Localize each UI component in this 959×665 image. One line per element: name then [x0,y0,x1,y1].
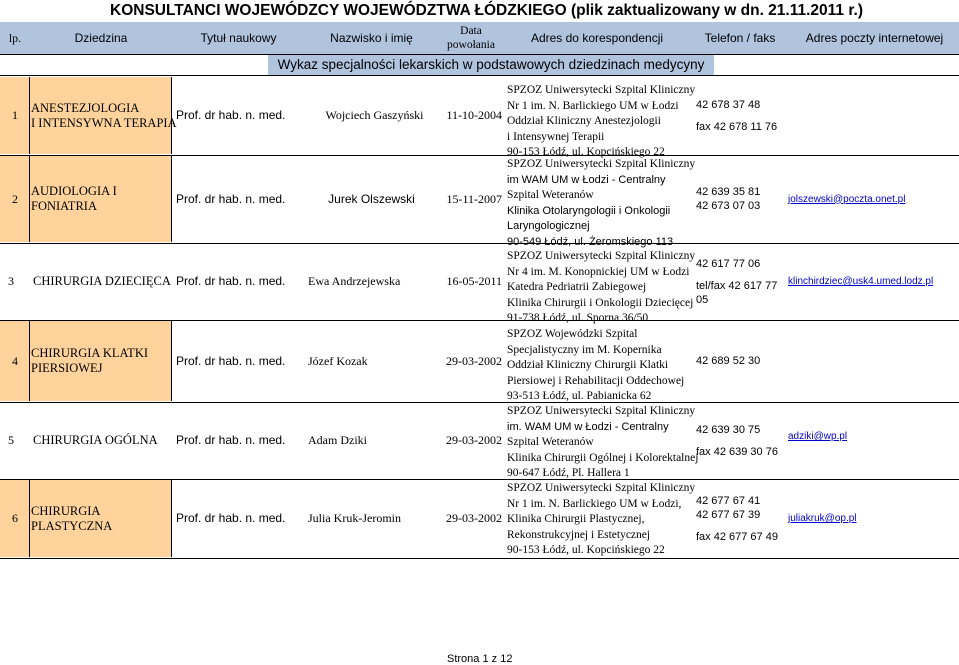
appointment-date: 29-03-2002 [446,511,502,525]
correspondence-address [507,481,696,559]
appointment-date: 11-10-2004 [446,108,502,122]
address-line: Rekonstrukcyjnej i Estetycznej [507,528,651,541]
consultant-name: Józef Kozak [308,353,368,368]
address-line: Oddział Kliniczny Chirurgii Klatki [507,359,669,371]
specialty-line: CHIRURGIA OGÓLNA [33,433,158,447]
academic-title: Prof. dr hab. n. med. [176,274,286,288]
phone-line: 05 [696,293,709,306]
address-line: SPZOZ Uniwersytecki Szpital Kliniczny [507,84,696,96]
phone-fax [696,479,792,558]
correspondence-address [507,249,696,327]
consultant-name: Julia Kruk-Jeromin [308,511,401,525]
specialty [30,479,172,558]
academic-title: Prof. dr hab. n. med. [176,108,286,122]
consultant-name: Jurek Olszewski [328,191,415,206]
header-data-line2: powołania [447,39,495,51]
phone-line: fax 42 639 30 76 [696,445,778,458]
specialty [29,402,171,479]
phone-line: 42 678 37 48 [696,98,761,111]
correspondence-address [507,157,696,250]
header-data-line1: Data [460,25,482,37]
header-data [438,22,504,54]
address-line: Klinika Otolaryngologii i Onkologii [507,204,671,217]
document-title: KONSULTANCI WOJEWÓDZCY WOJEWÓDZTWA ŁÓDZKIEGO (plik zaktualizowany w dn. 21.11.2011 r.) [110,2,863,19]
phone-line: 42 689 52 30 [696,355,761,367]
header-telefon: Telefon / faks [704,31,776,45]
header-adres: Adres do korespondencji [530,31,664,45]
address-line: SPZOZ Wojewódzki Szpital [507,328,638,340]
appointment-date: 29-03-2002 [446,353,502,368]
address-line: 91-738 Łódź, ul. Sporna 36/50 [507,312,649,324]
specialty-line: ANESTEZJOLOGIA [31,100,140,115]
row-number: 6 [12,511,18,525]
phone-line: fax 42 677 67 49 [696,530,778,543]
address-line: Nr 1 im. N. Barlickiego UM w Łodzi [507,99,679,112]
consultant-name: Adam Dziki [308,433,367,447]
address-line: Szpital Weteranów [507,436,594,448]
header-lp: lp. [8,31,22,45]
row-separator [0,558,959,559]
address-line: 93-513 Łódź, ul. Pabianicka 62 [507,390,652,402]
phone-fax [696,155,792,243]
address-line: SPZOZ Uniwersytecki Szpital Kliniczny [507,482,696,494]
address-line: Klinika Chirurgii i Onkologii Dziecięcej [507,296,694,309]
address-line: im WAM UM w Łodzi - Centralny [507,173,666,186]
phone-line: 42 673 07 03 [696,200,761,212]
section-title: Wykaz specjalności lekarskich w podstawowych dziedzinach medycyny [268,55,714,75]
specialty-line: I INTENSYWNA TERAPIA [31,115,177,130]
address-line: Katedra Pedriatrii Zabiegowej [507,281,647,293]
specialty-line: AUDIOLOGIA I [31,184,117,198]
correspondence-address [507,83,696,161]
address-line: SPZOZ Uniwersytecki Szpital Kliniczny [507,250,696,262]
phone-line: tel/fax 42 617 77 [696,279,778,292]
correspondence-address [507,327,693,405]
address-line: Nr 1 im. N. Barlickiego UM w Łodzi, [507,497,682,510]
row-number: 2 [12,191,18,206]
address-line: Nr 4 im. M. Konopnickiej UM w Łodzi [507,265,690,278]
appointment-date: 15-11-2007 [446,191,502,206]
phone-line: 42 677 67 41 [696,494,761,507]
email-cell [788,479,959,558]
phone-fax [696,243,792,320]
address-line: SPZOZ Uniwersytecki Szpital Kliniczny [507,405,696,417]
address-line: 90-153 Łódź, ul. Kopcińskiego 22 [507,146,665,158]
header-tytul: Tytuł naukowy [200,31,277,45]
phone-line: 42 639 30 75 [696,423,761,436]
address-line: 90-153 Łódź, ul. Kopcińskiego 22 [507,544,665,556]
address-line: SPZOZ Uniwersytecki Szpital Kliniczny [507,158,696,170]
email-link[interactable]: juliakruk@op.pl [788,513,857,524]
phone-line: 42 677 67 39 [696,508,761,521]
header-nazwisko: Nazwisko i imię [330,31,413,45]
email-link[interactable]: jolszewski@poczta.onet.pl [788,193,906,205]
academic-title: Prof. dr hab. n. med. [176,511,286,525]
address-line: Piersiowej i Rehabilitacji Oddechowej [507,374,685,387]
specialty [30,76,177,155]
email-link[interactable]: adziki@wp.pl [788,431,848,442]
phone-fax [696,76,792,155]
email-cell [788,155,959,243]
header-email: Adres poczty internetowej [805,31,944,45]
address-line: Szpital Weteranów [507,189,594,201]
specialty-line: CHIRURGIA KLATKI [31,346,149,360]
address-line: 90-549 Łódź, ul. Żeromskiego 113 [507,235,674,248]
specialty-line: PIERSIOWEJ [31,361,103,375]
academic-title: Prof. dr hab. n. med. [176,353,286,368]
appointment-date: 16-05-2011 [446,274,502,288]
address-line: Specjalistyczny im M. Kopernika [507,343,662,356]
consultant-name: Ewa Andrzejewska [308,274,401,288]
email-cell [788,398,959,475]
email-link[interactable]: klinchirdziec@usk4.umed.lodz.pl [788,276,934,287]
address-line: Klinika Chirurgii Ogólnej i Kolorektalnej [507,451,699,464]
phone-line: 42 617 77 06 [696,257,761,270]
appointment-date: 29-03-2002 [446,433,502,447]
page-footer: Strona 1 z 12 [447,653,513,665]
address-line: Laryngologicznej [507,220,590,232]
row-number: 4 [12,353,18,368]
specialty-line: CHIRURGIA DZIECIĘCA [33,274,171,288]
consultant-name: Wojciech Gaszyński [325,108,424,122]
row-number: 1 [12,108,18,122]
address-line: 90-647 Łódź, Pl. Hallera 1 [507,467,630,479]
specialty-line: PLASTYCZNA [31,518,113,533]
header-dziedzina: Dziedzina [74,31,128,45]
row-separator [0,54,959,55]
correspondence-address [507,404,699,482]
address-line: Klinika Chirurgii Plastycznej, [507,513,645,525]
specialty [29,243,171,320]
academic-title: Prof. dr hab. n. med. [176,433,286,447]
address-line: i Intensywnej Terapii [507,130,605,143]
address-line: Oddział Kliniczny Anestezjologii [507,115,661,127]
address-line: im. WAM UM w Łodzi - Centralny [507,420,669,433]
specialty-line: FONIATRIA [31,199,97,213]
phone-line: 42 639 35 81 [696,186,761,198]
specialty-line: CHIRURGIA [31,503,101,518]
phone-line: fax 42 678 11 76 [696,120,778,133]
phone-fax [696,402,792,479]
email-cell [788,243,959,320]
academic-title: Prof. dr hab. n. med. [176,191,286,206]
row-number: 5 [8,433,14,447]
specialty [30,320,172,402]
row-number: 3 [8,274,14,288]
specialty [30,155,172,243]
phone-fax [696,320,792,402]
